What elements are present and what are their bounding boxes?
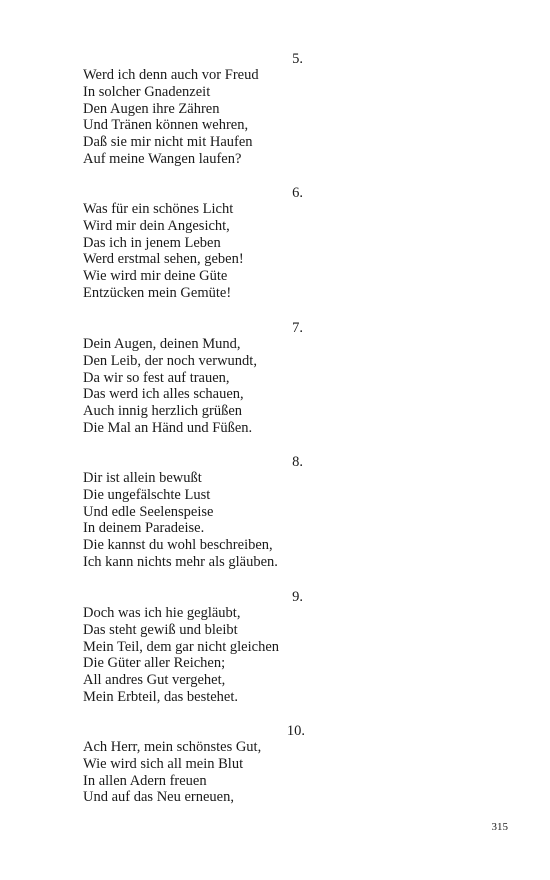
verse-line: Auch innig herzlich grüßen: [83, 403, 243, 420]
verse-line: Ach Herr, mein schönstes Gut,: [83, 739, 262, 755]
verse-line: Entzücken mein Gemüte!: [83, 284, 232, 301]
stanza-lines: [83, 605, 279, 706]
verse-line: Wie wird sich all mein Blut: [83, 755, 244, 772]
verse-line: Mein Erbteil, das bestehet.: [83, 688, 239, 705]
verse-line: Und auf das Neu erneuen,: [83, 789, 234, 806]
verse-line: Was für ein schönes Licht: [83, 201, 234, 217]
verse-line: In deinem Paradeise.: [83, 520, 205, 537]
verse-line: Die Mal an Händ und Füßen.: [83, 419, 253, 436]
verse-line: Das werd ich alles schauen,: [83, 386, 244, 403]
verse-line: Und Tränen können wehren,: [83, 117, 249, 134]
verse-line: Das steht gewiß und bleibt: [83, 621, 238, 638]
stanza-lines: [83, 470, 278, 571]
verse-line: Das ich in jenem Leben: [83, 234, 221, 251]
verse-line: Wird mir dein Angesicht,: [83, 217, 230, 234]
stanza-number: 9.: [292, 589, 303, 605]
verse-line: Auf meine Wangen laufen?: [83, 150, 242, 167]
stanza-lines: [83, 201, 244, 302]
verse-line: Den Augen ihre Zähren: [83, 100, 220, 117]
verse-line: Ich kann nichts mehr als gläuben.: [83, 553, 278, 570]
stanza-number: 5.: [292, 51, 303, 67]
stanza-number: 8.: [292, 454, 303, 470]
stanza-number: 6.: [292, 185, 303, 201]
verse-line: Die kannst du wohl beschreiben,: [83, 537, 273, 554]
verse-line: In allen Adern freuen: [83, 772, 207, 789]
stanza-lines: [83, 739, 261, 806]
verse-line: In solcher Gnadenzeit: [83, 83, 211, 100]
stanza-lines: [83, 336, 257, 437]
verse-line: Wie wird mir deine Güte: [83, 268, 228, 285]
stanza-number: 7.: [292, 320, 303, 336]
verse-line: Doch was ich hie gegläubt,: [83, 605, 241, 621]
stanza-lines: [83, 67, 259, 168]
verse-line: Und edle Seelenspeise: [83, 503, 214, 520]
verse-line: All andres Gut vergehet,: [83, 672, 226, 689]
verse-line: Den Leib, der noch verwundt,: [83, 352, 257, 369]
verse-line: Mein Teil, dem gar nicht gleichen: [83, 638, 280, 655]
verse-line: Da wir so fest auf trauen,: [83, 369, 230, 386]
verse-line: Die Güter aller Reichen;: [83, 655, 226, 672]
verse-line: Dir ist allein bewußt: [83, 470, 202, 486]
verse-line: Werd erstmal sehen, geben!: [83, 251, 244, 268]
verse-line: Die ungefälschte Lust: [83, 486, 211, 503]
verse-line: Werd ich denn auch vor Freud: [83, 67, 259, 83]
page-number: 315: [491, 821, 508, 833]
stanza-number: 10.: [286, 723, 305, 739]
verse-line: Dein Augen, deinen Mund,: [83, 336, 241, 352]
verse-line: Daß sie mir nicht mit Haufen: [83, 134, 253, 151]
